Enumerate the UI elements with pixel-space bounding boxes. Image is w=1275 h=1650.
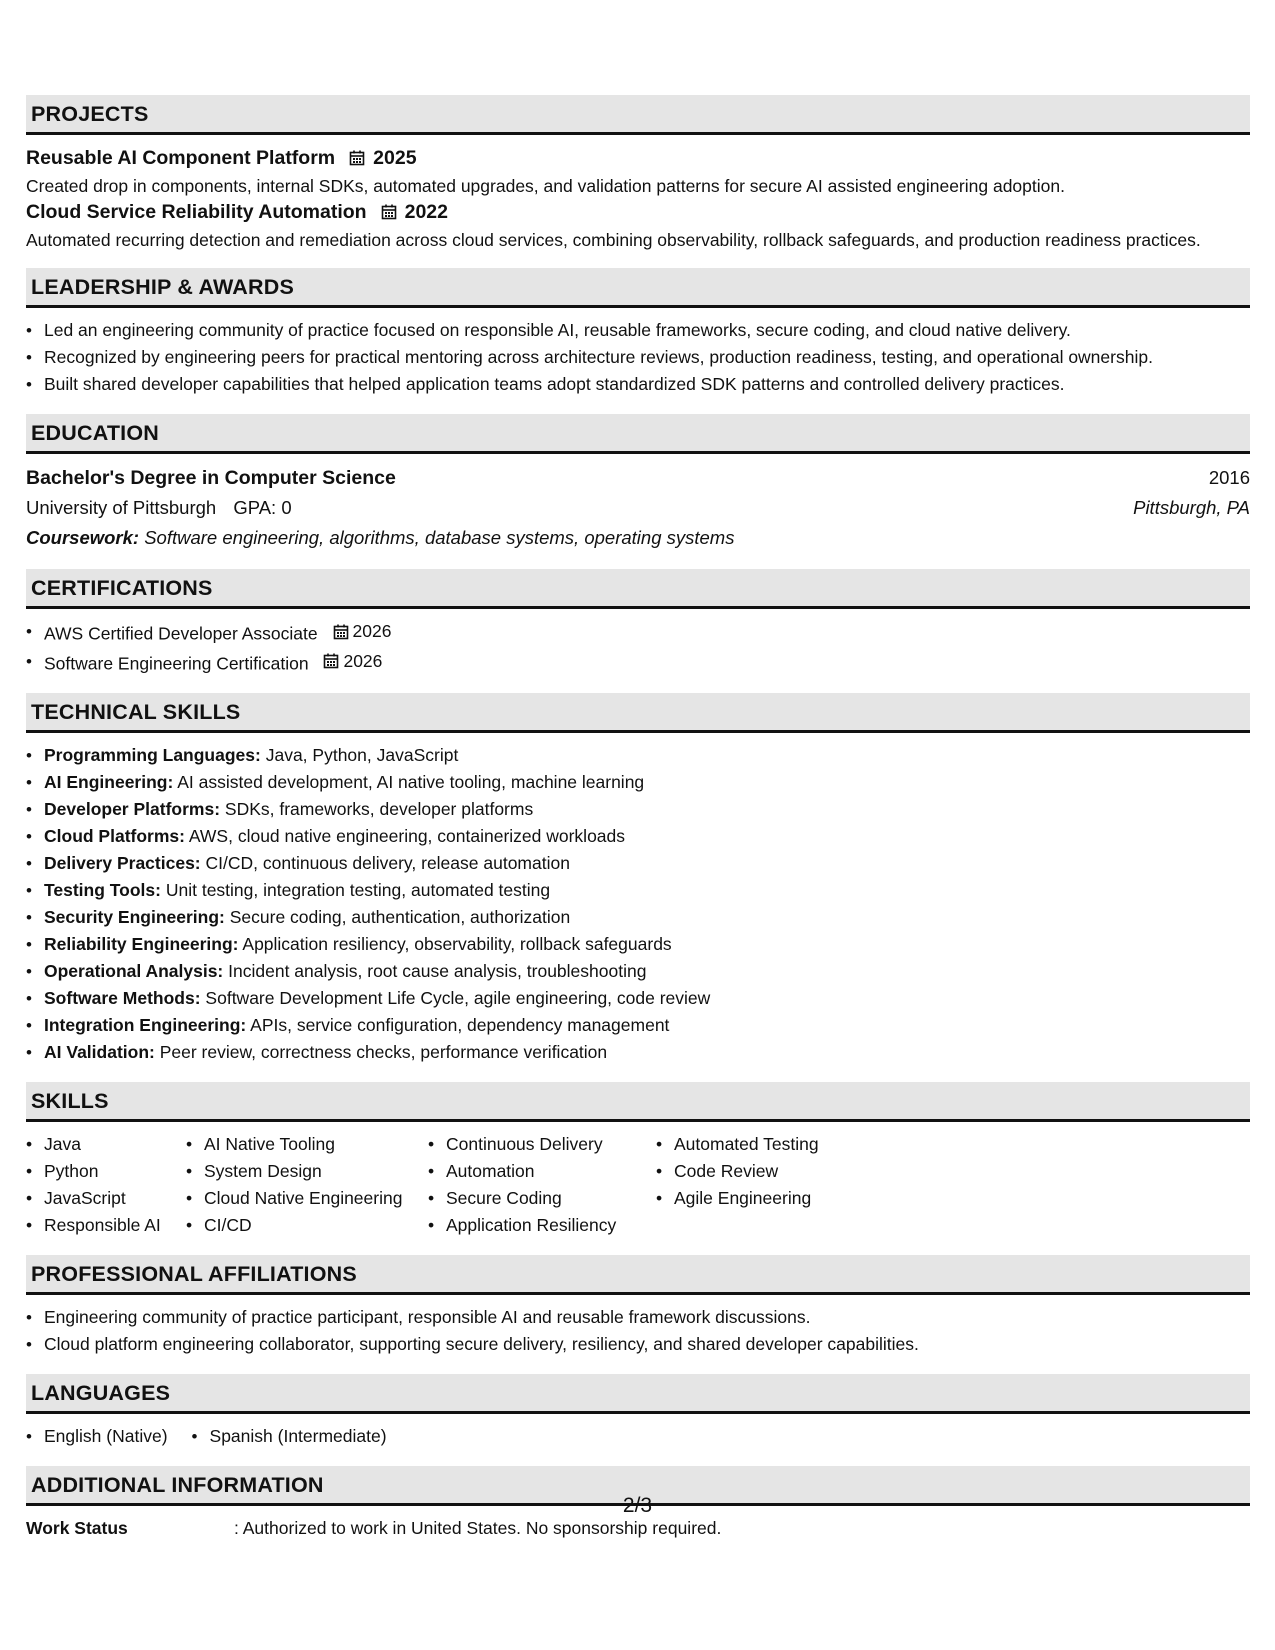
skills-column bbox=[428, 1131, 656, 1239]
skill-label: Testing Tools: bbox=[44, 880, 161, 900]
skill-value: Application resiliency, observability, rollback safeguards bbox=[242, 934, 672, 954]
skill-item: • Continuous Delivery bbox=[428, 1131, 656, 1158]
skill-row bbox=[26, 985, 1250, 1012]
skill-value: APIs, service configuration, dependency management bbox=[250, 1015, 670, 1035]
skill-label: Delivery Practices: bbox=[44, 853, 201, 873]
work-status-value: : Authorized to work in United States. No sponsorship required. bbox=[234, 1518, 722, 1538]
skill-value: Secure coding, authentication, authorization bbox=[229, 907, 571, 927]
resume-page bbox=[26, 95, 1250, 1558]
skill-item: • Automated Testing bbox=[656, 1131, 896, 1158]
skills-column bbox=[186, 1131, 428, 1239]
languages-section bbox=[26, 1374, 1250, 1450]
certifications-section bbox=[26, 569, 1250, 677]
skill-label: Reliability Engineering: bbox=[44, 934, 239, 954]
skill-item: • Java bbox=[26, 1131, 186, 1158]
project-description: Automated recurring detection and remediation across cloud services, combining observability, rollback safeguards, and production readiness practices. bbox=[26, 230, 1201, 250]
certification-date: 2026 bbox=[352, 621, 392, 641]
skill-item: • AI Native Tooling bbox=[186, 1131, 428, 1158]
skills-column bbox=[26, 1131, 186, 1239]
skill-row bbox=[26, 742, 1250, 769]
skill-item: • Responsible AI bbox=[26, 1212, 186, 1239]
list-item: • Recognized by engineering peers for practical mentoring across architecture reviews, production readiness, testing, and operational ownership. bbox=[26, 344, 1250, 371]
skills-heading: SKILLS bbox=[26, 1082, 1250, 1122]
skill-item: • CI/CD bbox=[186, 1212, 428, 1239]
skill-item: • Agile Engineering bbox=[656, 1185, 896, 1212]
affiliations-section bbox=[26, 1255, 1250, 1358]
skill-label: Operational Analysis: bbox=[44, 961, 224, 981]
skill-value: Peer review, correctness checks, performance verification bbox=[159, 1042, 608, 1062]
certification-date: 2026 bbox=[343, 650, 383, 671]
skill-value: AI assisted development, AI native tooling, machine learning bbox=[177, 772, 645, 792]
projects-section bbox=[26, 95, 1250, 252]
list-item: • Engineering community of practice participant, responsible AI and reusable framework discussions. bbox=[26, 1304, 1250, 1331]
list-item bbox=[26, 648, 1250, 678]
skill-item: • Cloud Native Engineering bbox=[186, 1185, 428, 1212]
project-title: Reusable AI Component Platform bbox=[26, 147, 336, 169]
work-status-label: Work Status bbox=[26, 1518, 128, 1538]
education-section bbox=[26, 414, 1250, 553]
skill-value: Software Development Life Cycle, agile engineering, code review bbox=[205, 988, 711, 1008]
gpa: GPA: 0 bbox=[233, 497, 292, 518]
list-item: • Built shared developer capabilities that helped application teams adopt standardized SDK patterns and controlled delivery practices. bbox=[26, 371, 1250, 398]
skill-row bbox=[26, 850, 1250, 877]
skill-row bbox=[26, 796, 1250, 823]
calendar-icon bbox=[333, 624, 349, 640]
school-location: Pittsburgh, PA bbox=[1133, 497, 1250, 518]
graduation-year: 2016 bbox=[1208, 467, 1250, 488]
list-item: • Led an engineering community of practice focused on responsible AI, reusable frameworks, secure coding, and cloud native delivery. bbox=[26, 317, 1250, 344]
leadership-heading: LEADERSHIP & AWARDS bbox=[26, 268, 1250, 308]
calendar-icon bbox=[349, 150, 365, 166]
skills-column bbox=[656, 1131, 896, 1239]
skill-item: • System Design bbox=[186, 1158, 428, 1185]
technical-skills-heading: TECHNICAL SKILLS bbox=[26, 693, 1250, 733]
skill-label: Programming Languages: bbox=[44, 745, 261, 765]
certification-name: AWS Certified Developer Associate bbox=[44, 623, 318, 644]
list-item bbox=[26, 618, 1250, 648]
project-date: 2025 bbox=[373, 147, 417, 169]
project-item bbox=[26, 198, 1250, 252]
page-number: 2/3 bbox=[622, 1494, 653, 1517]
leadership-section bbox=[26, 268, 1250, 398]
skill-item: • JavaScript bbox=[26, 1185, 186, 1212]
language-item: • Spanish (Intermediate) bbox=[192, 1423, 387, 1450]
skill-label: AI Validation: bbox=[44, 1042, 155, 1062]
skill-row bbox=[26, 1039, 1250, 1066]
skill-row bbox=[26, 904, 1250, 931]
skill-label: Integration Engineering: bbox=[44, 1015, 247, 1035]
certifications-heading: CERTIFICATIONS bbox=[26, 569, 1250, 609]
degree: Bachelor's Degree in Computer Science bbox=[26, 467, 396, 489]
skill-label: Developer Platforms: bbox=[44, 799, 221, 819]
additional-heading: ADDITIONAL INFORMATION bbox=[26, 1466, 1250, 1506]
school-name: University of Pittsburgh bbox=[26, 497, 217, 518]
skills-section bbox=[26, 1082, 1250, 1239]
skill-value: Java, Python, JavaScript bbox=[265, 745, 459, 765]
skill-item: • Secure Coding bbox=[428, 1185, 656, 1212]
skill-value: SDKs, frameworks, developer platforms bbox=[224, 799, 534, 819]
skill-row bbox=[26, 877, 1250, 904]
list-item: • Cloud platform engineering collaborator, supporting secure delivery, resiliency, and shared developer capabilities. bbox=[26, 1331, 1250, 1358]
calendar-icon bbox=[323, 653, 339, 669]
skill-row bbox=[26, 823, 1250, 850]
calendar-icon bbox=[381, 204, 397, 220]
skill-row bbox=[26, 958, 1250, 985]
affiliations-heading: PROFESSIONAL AFFILIATIONS bbox=[26, 1255, 1250, 1295]
skill-label: Software Methods: bbox=[44, 988, 201, 1008]
project-date: 2022 bbox=[404, 201, 448, 223]
skill-row bbox=[26, 769, 1250, 796]
language-item: • English (Native) bbox=[26, 1423, 168, 1450]
skill-value: CI/CD, continuous delivery, release automation bbox=[205, 853, 570, 873]
skill-label: Cloud Platforms: bbox=[44, 826, 185, 846]
projects-heading: PROJECTS bbox=[26, 95, 1250, 135]
education-heading: EDUCATION bbox=[26, 414, 1250, 454]
project-item bbox=[26, 144, 1250, 198]
coursework-label: Coursework: bbox=[26, 527, 140, 548]
project-title: Cloud Service Reliability Automation bbox=[26, 201, 367, 223]
certification-name: Software Engineering Certification bbox=[44, 653, 309, 673]
technical-skills-section bbox=[26, 693, 1250, 1066]
skill-item: • Automation bbox=[428, 1158, 656, 1185]
skill-item: • Application Resiliency bbox=[428, 1212, 656, 1239]
skill-value: Unit testing, integration testing, automated testing bbox=[165, 880, 551, 900]
coursework: Software engineering, algorithms, database systems, operating systems bbox=[144, 527, 735, 548]
languages-heading: LANGUAGES bbox=[26, 1374, 1250, 1414]
skill-row bbox=[26, 931, 1250, 958]
skill-item: • Python bbox=[26, 1158, 186, 1185]
skill-label: Security Engineering: bbox=[44, 907, 225, 927]
skill-label: AI Engineering: bbox=[44, 772, 174, 792]
skill-item: • Code Review bbox=[656, 1158, 896, 1185]
skill-value: Incident analysis, root cause analysis, troubleshooting bbox=[228, 961, 647, 981]
skill-value: AWS, cloud native engineering, containerized workloads bbox=[188, 826, 626, 846]
skill-row bbox=[26, 1012, 1250, 1039]
project-description: Created drop in components, internal SDKs, automated upgrades, and validation patterns for secure AI assisted engineering adoption. bbox=[26, 176, 1065, 196]
